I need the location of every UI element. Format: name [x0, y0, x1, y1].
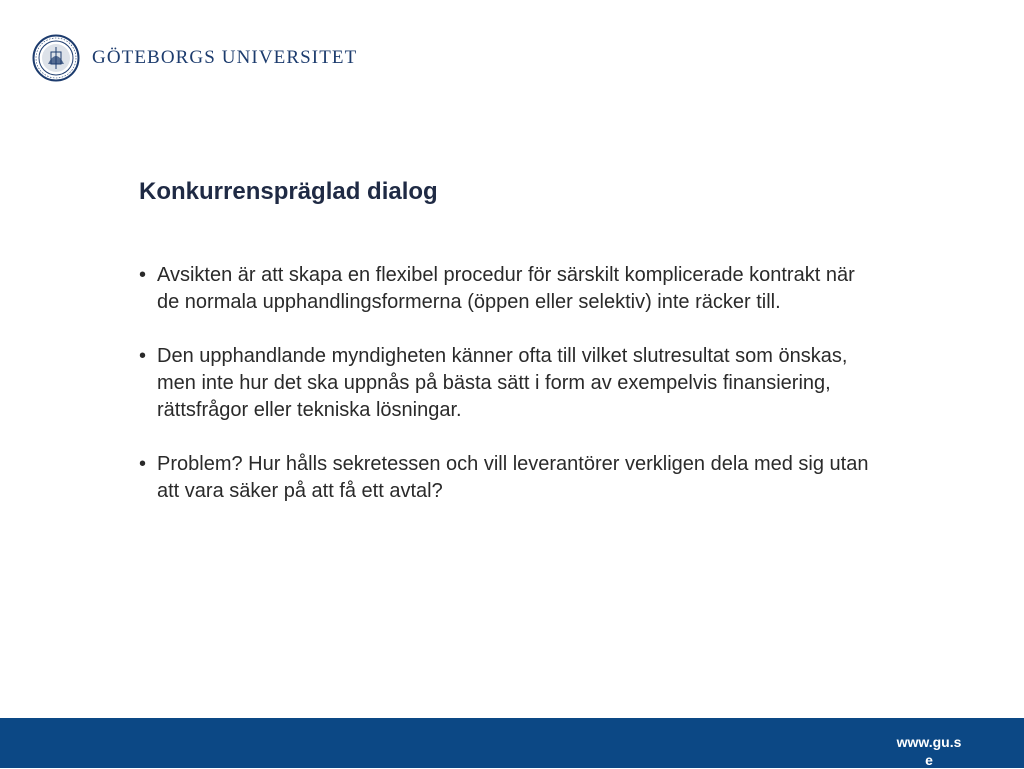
institution-name: GÖTEBORGS UNIVERSITET: [92, 47, 358, 68]
university-seal-icon: [32, 34, 80, 82]
bullet-item: [139, 343, 879, 424]
bullet-list: [139, 262, 879, 532]
footer-url[interactable]: www.gu.se: [896, 734, 962, 768]
bullet-text: Problem? Hur hålls sekretessen och vill leverantörer verkligen dela med sig utan att vara säker på att få ett avtal?: [157, 453, 869, 502]
bullet-item: [139, 451, 879, 505]
university-logo: [32, 34, 357, 82]
bullet-marker: •: [139, 264, 147, 286]
bullet-text: Den upphandlande myndigheten känner ofta till vilket slutresultat som önskas, men inte hur det ska uppnås på bästa sätt i form av exempelvis finansiering, rättsfrågor eller tekniska lösningar.: [157, 345, 848, 421]
bullet-item: [139, 262, 879, 316]
bullet-marker: •: [139, 345, 147, 367]
bullet-text: Avsikten är att skapa en flexibel procedur för särskilt komplicerade kontrakt när de normala upphandlingsformerna (öppen eller selektiv) inte räcker till.: [157, 264, 855, 313]
slide-title: Konkurrenspräglad dialog: [139, 178, 438, 205]
footer-bar: [0, 718, 1024, 768]
bullet-marker: •: [139, 453, 147, 475]
